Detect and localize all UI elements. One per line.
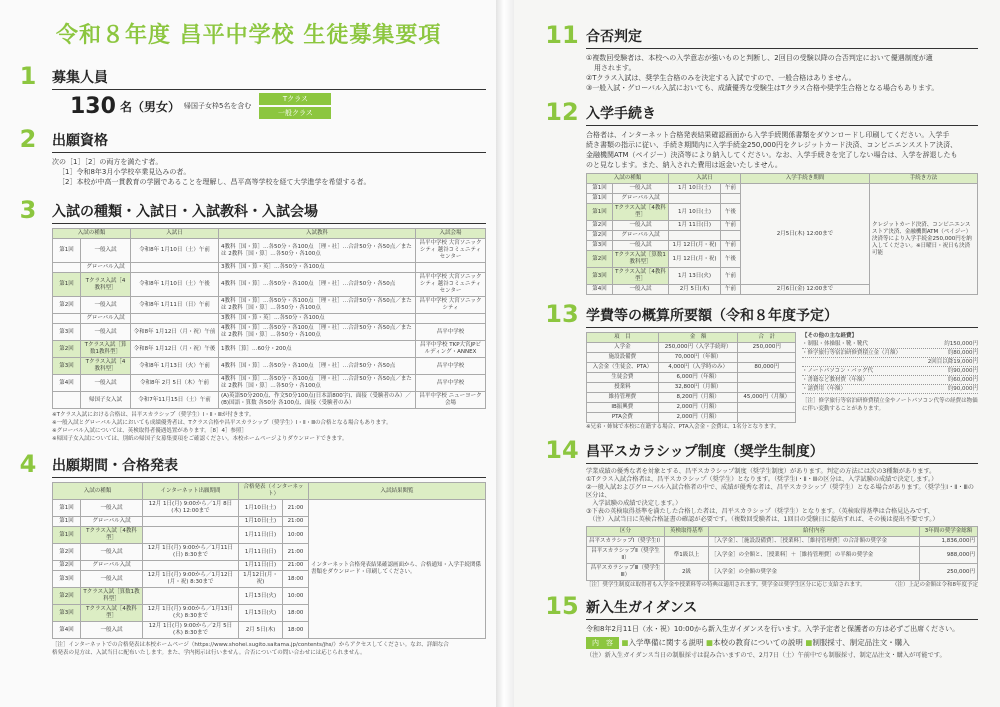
other-fee-row: ・書籍など教材費（年額） 約60,000円 xyxy=(802,377,978,383)
table-header: 入試の種類 入試日 入試教科 入試会場 xyxy=(53,229,486,239)
table-cell: 午前 xyxy=(721,184,741,194)
table-cell: 4教科［国・算］…各50分・各100点 ［理・社］…合計50分・各50点 xyxy=(219,273,416,297)
table-cell: 一般入試 xyxy=(81,297,131,314)
table-cell xyxy=(53,263,81,273)
table-row xyxy=(53,263,486,273)
section-title: 入学手続き xyxy=(586,103,978,126)
table-row xyxy=(587,184,978,194)
table-cell: 第2回 xyxy=(53,588,81,605)
table-cell: Tクラス入試［4教科型］ xyxy=(81,273,131,297)
table-cell xyxy=(143,527,239,544)
table-cell xyxy=(143,561,239,571)
table-row xyxy=(587,373,796,383)
table-cell: 18:00 xyxy=(283,571,309,588)
section-title: 学費等の概算所要額（令和８年度予定） xyxy=(586,305,978,328)
table-cell: 昌平スカラシップⅡ（奨学生Ⅱ） xyxy=(587,547,665,564)
table-cell: 1月 10日(土) xyxy=(669,184,721,194)
table-row xyxy=(587,564,978,581)
other-fees-list xyxy=(802,340,978,394)
table-cell: 250,000円 xyxy=(738,343,796,353)
section-number: 1 xyxy=(19,62,37,90)
table-cell: 1,836,000円 xyxy=(920,537,978,547)
table-cell xyxy=(669,231,721,241)
table-row xyxy=(53,314,486,324)
guidance-item: 入学準備に関する説明 xyxy=(628,638,704,647)
section-title: 合否判定 xyxy=(586,26,978,49)
table-cell: 3教科［国・算・英］…各50分・各100点 xyxy=(219,263,416,273)
table-cell: 第2回 xyxy=(587,231,613,241)
period-cell: 2月6日(金) 12:00まで xyxy=(741,285,870,295)
section-title: 昌平スカラシップ制度（奨学生制度） xyxy=(586,441,978,464)
other-fee-row: ・ノートパソコン・バッグ代 約90,000円 xyxy=(802,368,978,374)
table-cell: 一般入試 xyxy=(613,184,669,194)
section-title: 出願期間・合格発表 xyxy=(52,455,486,478)
table-cell xyxy=(665,537,709,547)
judgement-text: ①複数回受験者は、本校への入学意志が強いものと判断し、2回目の受験以降の合否判定において優遇制度が適 用されます。 ②Tクラス入試は、奨学生合格のみを決定する入試ですので、一般合格はありません。 ③一般入試・グローバル入試においても、成績優秀な受験生はTクラス合格や奨学生合格となる場合もあります。 xyxy=(586,54,939,92)
scholarship-notes: ［注］奨学生制度は取得者も入学金や授業料等の特典は適用されます。奨学金は奨学生区分に応じ支給されます。 （注）上記の金額は令和8年度予定 xyxy=(586,582,978,588)
fee-table xyxy=(586,332,796,423)
text-line: 次の［1］［2］の両方を満たす者。 xyxy=(52,158,163,166)
table-cell: 一般入試 xyxy=(613,241,669,251)
section-3 xyxy=(19,196,486,443)
table-cell: 1月13日(火) xyxy=(239,588,283,605)
table-cell xyxy=(669,194,721,204)
table-cell: 昌平中学校 xyxy=(416,358,486,375)
table-cell: Tクラス入試［4教科型］ xyxy=(613,268,669,285)
table-cell: 第1回 xyxy=(53,517,81,527)
page-title: 令和８年度 昌平中学校 生徒募集要項 xyxy=(56,23,442,48)
table-cell: 第3回 xyxy=(587,241,613,251)
table-cell: 988,000円 xyxy=(920,547,978,564)
table-row xyxy=(587,403,796,413)
table-cell: (A)英語50分200点、作文50分100点(日本語800字)、面接（受験者のみ）／(B)国語・算数 各50分 各100点、面接（受験者のみ） xyxy=(219,392,416,409)
table-cell: 1月 13日(火) xyxy=(669,268,721,285)
section-number: 14 xyxy=(545,436,579,464)
section-14 xyxy=(545,436,978,589)
table-cell: 2,000円（月額） xyxy=(658,413,738,423)
section-number: 12 xyxy=(545,98,579,126)
table-cell: 1教科［算］…60分・200点 xyxy=(219,341,416,358)
table-cell: 第1回 xyxy=(587,204,613,221)
table-cell: 12月 1日(月) 9:00から／1月13日(火) 8:30まで xyxy=(143,605,239,622)
section-title: 募集人員 xyxy=(52,67,486,90)
table-cell: 1月 11日(日) xyxy=(669,221,721,231)
table-row xyxy=(53,273,486,297)
table-cell: グローバル入試 xyxy=(81,517,143,527)
table-row xyxy=(587,363,796,373)
table-row xyxy=(587,353,796,363)
table-cell: 10:00 xyxy=(283,527,309,544)
table-cell: 21:00 xyxy=(283,517,309,527)
table-cell: 昌平スカラシップⅠ（奨学生Ⅰ） xyxy=(587,537,665,547)
table-cell: 令和8年 2月 5日（木）午前 xyxy=(131,375,219,392)
table-cell xyxy=(416,263,486,273)
table-cell xyxy=(738,383,796,393)
table-cell: 80,000円 xyxy=(738,363,796,373)
table-row xyxy=(53,358,486,375)
exam-notes: ※Tクラス入試における合格は、昌平スカラシップ（奨学生）Ⅰ・Ⅱ・Ⅲが付きます。 ※一般入試とグローバル入試においても成績優秀者は、Tクラス合格や昌平スカラシップ（奨学生）Ⅰ・Ⅱ・Ⅲの合格となる場合もあります。 ※グローバル入試については、英検取得者優遇処置があります。［8］4］参照］ ※帰国子女入試については、別紙の帰国子女募集要項をご確認ください。本校ホームページよりダウンロードできます。 xyxy=(52,412,392,442)
table-cell: 10:00 xyxy=(283,588,309,605)
table-cell: Tクラス入試［算数1教科型］ xyxy=(81,341,131,358)
table-cell: 2月 5日(木) xyxy=(239,622,283,639)
table-row xyxy=(53,297,486,314)
table-cell: Tクラス入試［4教科型］ xyxy=(81,527,143,544)
table-cell: 1月12日(月・祝) xyxy=(239,571,283,588)
table-cell: 21:00 xyxy=(283,500,309,517)
table-cell: 2月 5日(木) xyxy=(669,285,721,295)
table-cell: Tクラス入試［4教科型］ xyxy=(81,358,131,375)
table-cell xyxy=(721,194,741,204)
table-cell: 施設設備費 xyxy=(587,353,659,363)
table-cell xyxy=(143,588,239,605)
period-cell: 2月5日(木) 12:00まで xyxy=(741,184,870,285)
table-cell: 午前 xyxy=(721,241,741,251)
table-cell: 18:00 xyxy=(283,622,309,639)
table-cell: 午前 xyxy=(721,285,741,295)
table-cell: 250,000円 xyxy=(920,564,978,581)
table-cell: 4教科［国・算］…各50分・各100点 ［理・社］…合計50分・各50点／または 2教科［国・算］…各50分・各100点 xyxy=(219,375,416,392)
table-cell: 一般入試 xyxy=(81,571,143,588)
table-row xyxy=(53,341,486,358)
table-cell: 令和8年 1月13日（火）午前 xyxy=(131,358,219,375)
table-cell: 12月 1日(月) 9:00から／1月12日(月・祝) 8:30まで xyxy=(143,571,239,588)
table-row xyxy=(53,392,486,409)
table-cell: 250,000円（入学手続時） xyxy=(658,343,738,353)
application-table xyxy=(52,482,486,639)
table-cell: 一般入試 xyxy=(81,500,143,517)
table-cell: 第2回 xyxy=(53,561,81,571)
table-cell: 第2回 xyxy=(587,251,613,268)
table-cell: 12月 1日(月) 9:00から／1月11日(日) 8:30まで xyxy=(143,544,239,561)
table-cell xyxy=(53,314,81,324)
fee-note: ※兄弟・姉妹で本校に在籍する場合、PTA入会金・会費は、1名分となります。 xyxy=(586,424,780,430)
table-cell: 1月 10日(土) xyxy=(669,204,721,221)
table-cell: 32,800円（月額） xyxy=(658,383,738,393)
other-fees-note: ［注］修学旅行等宿泊研修費積立金やノートパソコン代等の経費は物価に伴い変動することがあります。 xyxy=(802,398,978,412)
table-cell: 1月11日(日) xyxy=(239,544,283,561)
table-cell: 一般入試 xyxy=(81,375,131,392)
text-line: ［1］令和8年3月小学校卒業見込みの者。 xyxy=(58,168,191,176)
table-cell: 昌平中学校 大宮ソニックシティ 越谷コミュニティセンター xyxy=(416,273,486,297)
table-cell: 第2回 xyxy=(587,221,613,231)
table-cell: 昌平中学校 xyxy=(416,375,486,392)
section-title: 新入生ガイダンス xyxy=(586,597,978,620)
section-11 xyxy=(545,21,978,93)
table-cell xyxy=(738,413,796,423)
table-cell: Tクラス入試［算数1教科型］ xyxy=(613,251,669,268)
other-fee-row: ・制服・体操服・靴・靴代 約150,000円 xyxy=(802,341,978,347)
table-cell: 一般入試 xyxy=(613,285,669,295)
table-cell: 1月11日(日) xyxy=(239,561,283,571)
table-cell: 第3回 xyxy=(53,324,81,341)
table-cell: 令和8年 1月12日（月・祝）午後 xyxy=(131,341,219,358)
table-cell: 8,200円（月額） xyxy=(658,393,738,403)
table-cell: 午後 xyxy=(721,204,741,221)
right-page xyxy=(500,0,1000,707)
table-cell: グローバル入試 xyxy=(81,314,131,324)
table-cell: PTA会費 xyxy=(587,413,659,423)
table-cell: 21:00 xyxy=(283,544,309,561)
method-cell: クレジットカード決済、コンビニエンスストア決済、金融機関ATM（ペイジー）決済等により入学手続金250,000円を納入してください。※日曜日・祝日も決済可能 xyxy=(870,184,978,295)
table-cell: 第3回 xyxy=(53,605,81,622)
table-cell: 21:00 xyxy=(283,561,309,571)
section-title: 入試の種類・入試日・入試教科・入試会場 xyxy=(52,201,486,224)
table-cell: 4教科［国・算］…各50分・各100点 ［理・社］…合計50分・各50点 xyxy=(219,358,416,375)
table-cell: 4教科［国・算］…各50分・各100点 ［理・社］…合計50分・各50点／または 2教科［国・算］…各50分・各100点 xyxy=(219,239,416,263)
table-cell xyxy=(738,353,796,363)
table-cell: 授業料 xyxy=(587,383,659,393)
section-number: 11 xyxy=(545,21,579,49)
table-cell: ［入学金］の全額と、［授業料］＋［維持管理費］の半額の奨学金 xyxy=(709,547,920,564)
table-cell: 一般入試 xyxy=(81,324,131,341)
application-notes: ［注］インターネットでの合格発表は本校ホームページ（https://www.shohei.sugito.saitama.jp/contents/jhs/）からアクセスしてください。なお、詳細な合 格発表の見方は、入試当日に配布いたします。また、学内掲示は行いません。合否についての問い合わせには応じられません。 xyxy=(52,642,449,656)
table-cell: グローバル入試 xyxy=(81,561,143,571)
table-cell: 第1回 xyxy=(587,194,613,204)
section-2 xyxy=(19,125,486,187)
table-cell: 生徒会費 xyxy=(587,373,659,383)
table-cell: 令和7年11月15日（土）午前 xyxy=(131,392,219,409)
table-cell: 12月 1日(月) 9:00から／2月 5日(木) 8:30まで xyxy=(143,622,239,639)
exam-table xyxy=(52,228,486,409)
eligibility-text xyxy=(52,157,486,187)
table-cell: 一般入試 xyxy=(81,239,131,263)
table-cell: 第1回 xyxy=(53,239,81,263)
table-cell xyxy=(131,314,219,324)
table-cell: 第4回 xyxy=(53,622,81,639)
guidance-note: （注）新入生ガイダンス当日の制服採寸は混み合いますので、2月7日（土）午前中でも制服採寸、制定品注文・購入が可能です。 xyxy=(586,652,946,659)
section-4 xyxy=(19,450,486,657)
table-cell: 第3回 xyxy=(53,571,81,588)
table-cell xyxy=(738,373,796,383)
table-cell: 1月 12日(月・祝) xyxy=(669,241,721,251)
capacity-note: 帰国子女枠5名を含む xyxy=(183,102,252,110)
table-cell: 第4回 xyxy=(53,375,81,392)
table-cell: 2級 xyxy=(665,564,709,581)
table-cell: 第1回 xyxy=(53,500,81,517)
scholarship-text: 学業成績の優秀な者を対象とする、昌平スカラシップ制度（奨学生制度）があります。判定の方法には次の3種類があります。 ①Tクラス入試合格者は、昌平スカラシップ（奨学生）となります。（奨学生Ⅰ・Ⅱ・Ⅲの区分は、入学試験の成績で決定します。） ②一般入試およびグローバル入試合格者の中で、成績が優秀な者は、昌平スカラシップ（奨学生）となる場合があります。（奨学生Ⅰ・Ⅱ・Ⅲの区分は、 入学試験の成績で決定します。） ③下表の英検取得基準を満たした合格した者は、昌平スカラシップ（奨学生）となります。（英検取得基準は合格見込みです、 （注）入試当日に英検合格証書の確認が必要です。（複数回受験者は、1回目の受験日に提出すれば、その後は提出不要です。） xyxy=(586,468,974,523)
table-header: 入試の種類 インターネット出願期間 合格発表（インターネット） 入試結果閲覧 xyxy=(53,483,486,500)
table-cell: 1月 12日(月・祝) xyxy=(669,251,721,268)
table-header: 項 目 金 額 合 計 xyxy=(587,333,796,343)
table-row xyxy=(587,413,796,423)
table-cell: グローバル入試 xyxy=(81,263,131,273)
guidance-items: 内 容 ■入学準備に関する説明 ■本校の教育についての説明 ■制服採寸、制定品注文・購入 xyxy=(586,636,978,650)
table-cell: 第2回 xyxy=(53,297,81,314)
table-cell: 一般入試 xyxy=(613,221,669,231)
table-cell: 一般入試 xyxy=(81,622,143,639)
enrollment-table xyxy=(586,173,978,295)
enrollment-text: 合格者は、インターネット合格発表結果確認画面から入学手続関係書類をダウンロードし印刷してください。入学手 続き書類の指示に従い、手続き期間内に入学手続金250,000円をクレジットカード決済、コンビニエンスストア決済、 金融機関ATM（ペイジー）決済等により納入してください。なお、入学手続きを完了しない場合は、入学を辞退したも のと見なします。また、納入された費用は返金いたしません。 xyxy=(586,131,958,169)
guidance-tag: 内 容 xyxy=(586,637,619,649)
table-cell: 昌平スカラシップⅢ（奨学生Ⅲ） xyxy=(587,564,665,581)
tag-general-class: 一般クラス xyxy=(259,107,331,119)
table-cell: ［入学金］の全額の奨学金 xyxy=(709,564,920,581)
table-cell: グローバル入試 xyxy=(613,194,669,204)
table-cell: 一般入試 xyxy=(81,544,143,561)
table-cell: 12月 1日(月) 9:00から／1月 8日(木) 12:00まで xyxy=(143,500,239,517)
table-cell: Tクラス入試［4教科型］ xyxy=(81,605,143,622)
text-line: ［2］本校が中高一貫教育の学園であることを理解し、昌平高等学校を経て大学進学を希望する者。 xyxy=(58,178,371,186)
section-number: 15 xyxy=(545,592,579,620)
table-cell: 6,000円（年額） xyxy=(658,373,738,383)
table-row xyxy=(587,393,796,403)
table-cell: 午前 xyxy=(721,221,741,231)
table-cell xyxy=(131,263,219,273)
table-cell: 令和8年 1月10日（土）午後 xyxy=(131,273,219,297)
table-cell: IB振興費 xyxy=(587,403,659,413)
guidance-item: 制服採寸、制定品注文・購入 xyxy=(812,638,910,647)
table-cell: 4教科［国・算］…各50分・各100点 ［理・社］…合計50分・各50点／または 2教科［国・算］…各50分・各100点 xyxy=(219,297,416,314)
table-row xyxy=(587,383,796,393)
table-cell: 昌平中学校 大宮ソニックシティ xyxy=(416,297,486,314)
table-cell: 午後 xyxy=(721,251,741,268)
other-fees-title: 【その他の主な経費】 xyxy=(802,333,858,339)
other-fee-row: ・諸費用（年額） 約90,000円 xyxy=(802,386,978,392)
table-cell: Tクラス入試［4教科型］ xyxy=(613,204,669,221)
table-cell: 第4回 xyxy=(587,285,613,295)
other-fee-row: 2回目以降19,000円 xyxy=(802,358,978,367)
table-cell: 第1回 xyxy=(587,184,613,194)
table-cell xyxy=(721,231,741,241)
table-cell: 令和8年 1月10日（土）午前 xyxy=(131,239,219,263)
table-cell xyxy=(416,314,486,324)
guidance-date: 令和8年2月11日（水・祝）10:00から新入生ガイダンスを行います。入学予定者と保護者の方は必ずご出席ください。 xyxy=(586,625,960,633)
table-cell: 午前 xyxy=(721,268,741,285)
table-row xyxy=(53,375,486,392)
capacity-count: 130 xyxy=(70,93,116,119)
table-cell: 第2回 xyxy=(53,341,81,358)
section-15 xyxy=(545,592,978,660)
table-row xyxy=(587,537,978,547)
capacity-unit: 名（男女） xyxy=(119,99,180,114)
table-cell: 18:00 xyxy=(283,605,309,622)
table-cell: 令和8年 1月11日（日）午前 xyxy=(131,297,219,314)
table-cell: 入学金 xyxy=(587,343,659,353)
table-cell: 第3回 xyxy=(587,268,613,285)
table-cell: 第3回 xyxy=(53,358,81,375)
guidance-item: 本校の教育についての説明 xyxy=(712,638,803,647)
table-cell: 帰国子女入試 xyxy=(81,392,131,409)
table-cell: 1月13日(火) xyxy=(239,605,283,622)
table-cell: 昌平中学校 xyxy=(416,324,486,341)
table-cell: 維持管理費 xyxy=(587,393,659,403)
table-cell: 第2回 xyxy=(53,544,81,561)
table-cell: 第1回 xyxy=(53,527,81,544)
table-cell: 第1回 xyxy=(53,273,81,297)
table-cell: 3教科［国・算・英］…各50分・各100点 xyxy=(219,314,416,324)
table-cell: 1月11日(日) xyxy=(239,527,283,544)
table-cell xyxy=(53,392,81,409)
section-12 xyxy=(545,98,978,295)
table-cell: グローバル入試 xyxy=(613,231,669,241)
tag-t-class: Tクラス xyxy=(259,93,331,105)
table-cell: 4教科［国・算］…各50分・各100点 ［理・社］…合計50分・各50点／または 2教科［国・算］…各50分・各100点 xyxy=(219,324,416,341)
table-row xyxy=(53,500,486,517)
scholarship-table xyxy=(586,526,978,581)
table-row xyxy=(587,343,796,353)
table-cell: 45,000円（月額） xyxy=(738,393,796,403)
section-13 xyxy=(545,300,978,431)
section-number: 3 xyxy=(19,196,37,224)
table-cell: Tクラス入試［算数1教科型］ xyxy=(81,588,143,605)
section-1 xyxy=(19,62,486,120)
table-cell: 1月10日(土) xyxy=(239,500,283,517)
section-number: 2 xyxy=(19,125,37,153)
table-cell: 昌平中学校 大宮ソニックシティ 越谷コミュニティセンター xyxy=(416,239,486,263)
table-cell: ［入学金］、［施設設備費］、［授業料］、［維持管理費］の合計額の奨学金 xyxy=(709,537,920,547)
table-cell: 4,000円（入学時のみ） xyxy=(658,363,738,373)
table-cell: 令和8年 1月12日（月・祝）午前 xyxy=(131,324,219,341)
table-header: 入試の種類 入試日 入学手続き期間 手続き方法 xyxy=(587,174,978,184)
result-note: インターネット合格発表結果確認画面から、合格通知・入学手続関係書類をダウンロード・印刷してください。 xyxy=(309,500,486,639)
section-number: 4 xyxy=(19,450,37,478)
table-cell: 入会金（生徒会、PTA） xyxy=(587,363,659,373)
table-cell: 昌平中学校 ニューヨーク会場 xyxy=(416,392,486,409)
section-title: 出願資格 xyxy=(52,130,486,153)
table-cell: 昌平中学校 TKP大宮JPビルディング・ANNEX xyxy=(416,341,486,358)
table-row xyxy=(53,324,486,341)
page-gutter xyxy=(496,0,514,707)
section-number: 13 xyxy=(545,300,579,328)
table-header: 区分 英検取得基準 給付内容 3年間の奨学金総額 xyxy=(587,527,978,537)
table-cell xyxy=(738,403,796,413)
table-cell: 準1級以上 xyxy=(665,547,709,564)
table-cell: 1月10日(土) xyxy=(239,517,283,527)
other-fee-row: ・修学旅行等宿泊研修費積立金（月額） 約80,000円 xyxy=(802,350,978,356)
table-row xyxy=(587,547,978,564)
table-row xyxy=(53,239,486,263)
table-cell: 70,000円（年額） xyxy=(658,353,738,363)
table-cell xyxy=(143,517,239,527)
table-cell: 2,000円（月額） xyxy=(658,403,738,413)
